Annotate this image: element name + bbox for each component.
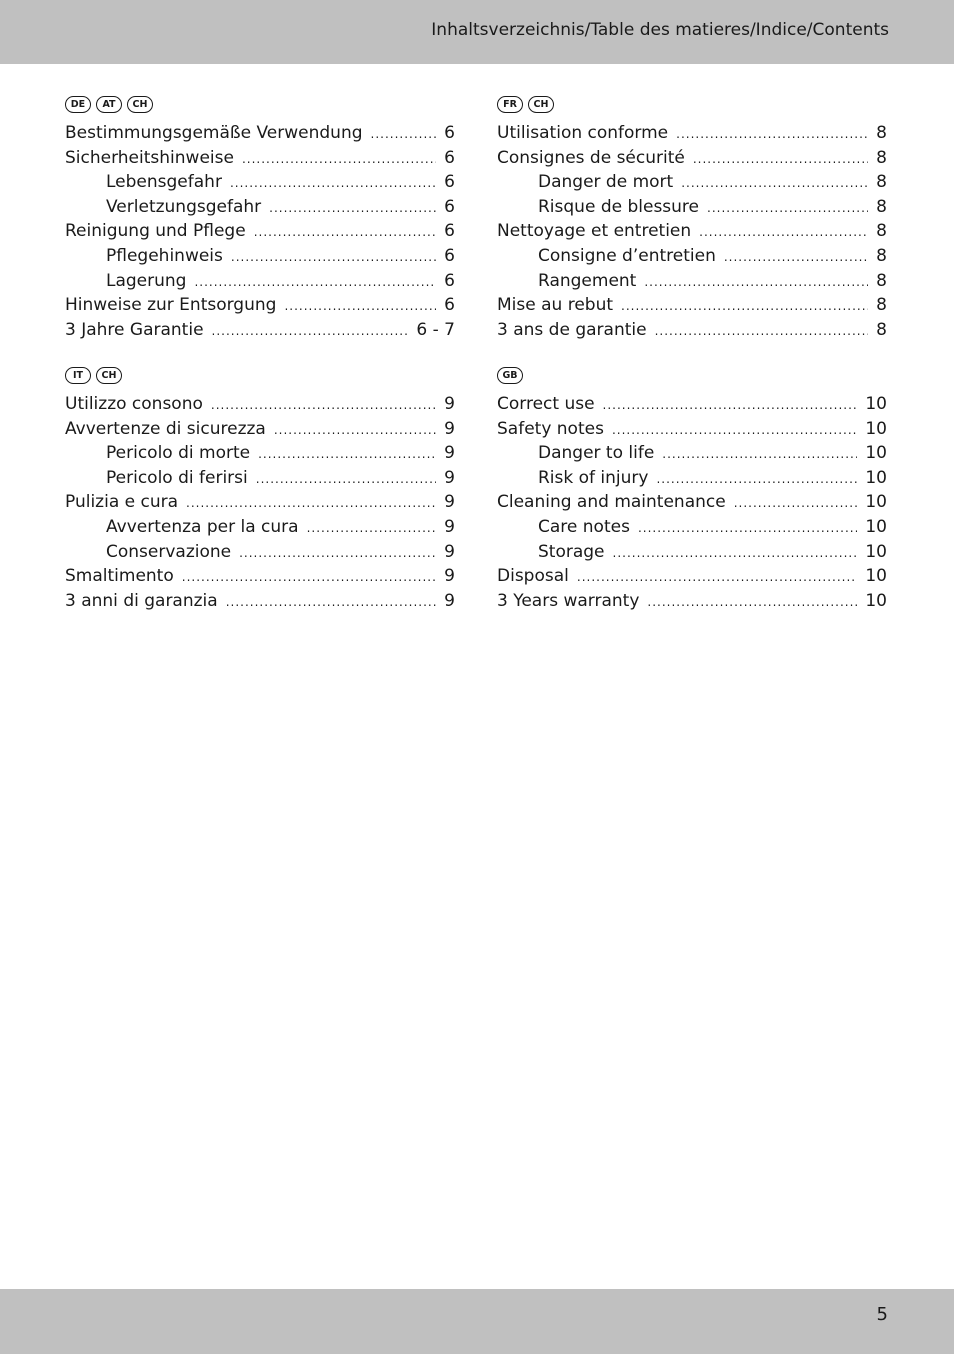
leader-dots xyxy=(256,472,436,486)
leader-dots xyxy=(211,398,436,412)
toc-entry-page: 6 xyxy=(444,123,455,143)
toc-entry[interactable] xyxy=(497,123,887,148)
toc-entry-label: Lebensgefahr xyxy=(106,172,222,193)
toc-entry-page: 10 xyxy=(865,541,887,562)
leader-dots xyxy=(612,423,857,437)
toc-entry-page: 8 xyxy=(876,196,887,217)
leader-dots xyxy=(274,423,436,437)
toc-entry-label: Nettoyage et entretien xyxy=(497,221,692,242)
country-badge-fr: FR xyxy=(497,96,523,113)
toc-entry-page: 9 xyxy=(444,566,455,587)
country-badges xyxy=(497,367,887,387)
toc-entry[interactable] xyxy=(497,492,887,517)
toc-subentry[interactable] xyxy=(65,172,455,197)
toc-entry-page: 9 xyxy=(444,394,455,414)
toc-entry-page: 6 xyxy=(444,295,455,316)
leader-dots xyxy=(284,299,436,313)
leader-dots xyxy=(724,250,868,264)
toc-section-it xyxy=(65,367,455,615)
toc-entry[interactable] xyxy=(497,320,887,345)
toc-entry[interactable] xyxy=(65,566,455,591)
leader-dots xyxy=(644,275,868,289)
toc-entry[interactable] xyxy=(497,394,887,419)
toc-entry-page: 8 xyxy=(876,270,887,291)
leader-dots xyxy=(656,472,857,486)
country-badge-ch: CH xyxy=(528,96,554,113)
leader-dots xyxy=(676,127,868,141)
country-badge-gb: GB xyxy=(497,367,523,384)
leader-dots xyxy=(258,447,436,461)
toc-entry-page: 6 xyxy=(444,196,455,217)
country-badges xyxy=(497,96,887,116)
footer-bar xyxy=(0,1289,954,1354)
leader-dots xyxy=(182,570,436,584)
toc-entry[interactable] xyxy=(65,492,455,517)
toc-entry-label: Risk of injury xyxy=(538,467,649,488)
toc-subentry[interactable] xyxy=(497,271,887,296)
toc-entry-page: 6 - 7 xyxy=(416,319,455,340)
toc-subentry[interactable] xyxy=(497,443,887,468)
country-badge-ch: CH xyxy=(96,367,122,384)
toc-entry-label: Hinweise zur Entsorgung xyxy=(65,295,277,316)
toc-entry-page: 8 xyxy=(876,147,887,168)
toc-entry-label: Rangement xyxy=(538,270,637,291)
toc-subentry[interactable] xyxy=(65,443,455,468)
toc-entry-page: 8 xyxy=(876,123,887,143)
leader-dots xyxy=(269,201,436,215)
toc-section-gb xyxy=(497,367,887,615)
toc-entry-label: 3 Years warranty xyxy=(497,590,640,611)
toc-entry-page: 6 xyxy=(444,147,455,168)
toc-entry-page: 10 xyxy=(865,566,887,587)
leader-dots xyxy=(603,398,858,412)
leader-dots xyxy=(699,225,868,239)
toc-entry[interactable] xyxy=(497,148,887,173)
leader-dots xyxy=(231,250,436,264)
page-number: 5 xyxy=(876,1304,888,1325)
toc-entry-label: 3 anni di garanzia xyxy=(65,590,218,611)
toc-entry-page: 10 xyxy=(865,590,887,611)
leader-dots xyxy=(242,152,436,166)
toc-entry-label: Reinigung und Pflege xyxy=(65,221,246,242)
leader-dots xyxy=(734,496,858,510)
toc-entry-label: Care notes xyxy=(538,516,630,537)
toc-entry-page: 9 xyxy=(444,467,455,488)
toc-entry[interactable] xyxy=(497,419,887,444)
toc-entry-label: Cleaning and maintenance xyxy=(497,492,726,513)
leader-dots xyxy=(577,570,857,584)
toc-entry-page: 6 xyxy=(444,270,455,291)
leader-dots xyxy=(638,521,857,535)
country-badges xyxy=(65,367,455,387)
leader-dots xyxy=(621,299,868,313)
toc-entry[interactable] xyxy=(65,591,455,616)
country-badge-ch: CH xyxy=(127,96,153,113)
toc-entry[interactable] xyxy=(497,221,887,246)
toc-entry-page: 6 xyxy=(444,245,455,266)
toc-entry[interactable] xyxy=(65,295,455,320)
toc-subentry[interactable] xyxy=(497,542,887,567)
toc-entry-label: Correct use xyxy=(497,394,595,414)
toc-entry-label: Utilisation conforme xyxy=(497,123,669,143)
toc-section-de xyxy=(65,96,455,344)
toc-entry-page: 9 xyxy=(444,418,455,439)
leader-dots xyxy=(239,546,436,560)
toc-entry-page: 10 xyxy=(865,516,887,537)
toc-entry-page: 10 xyxy=(865,418,887,439)
toc-entry-page: 10 xyxy=(865,467,887,488)
toc-section-fr xyxy=(497,96,887,344)
leader-dots xyxy=(307,521,437,535)
country-badge-it: IT xyxy=(65,367,91,384)
toc-entry-page: 8 xyxy=(876,221,887,242)
toc-entry-label: Avvertenza per la cura xyxy=(106,516,299,537)
leader-dots xyxy=(371,127,437,141)
toc-entry-page: 9 xyxy=(444,492,455,513)
toc-subentry[interactable] xyxy=(65,517,455,542)
leader-dots xyxy=(230,176,436,190)
toc-entry-page: 8 xyxy=(876,295,887,316)
toc-entry-page: 8 xyxy=(876,319,887,340)
leader-dots xyxy=(707,201,868,215)
toc-entry-page: 8 xyxy=(876,172,887,193)
toc-entry-page: 9 xyxy=(444,541,455,562)
toc-entry-label: Avvertenze di sicurezza xyxy=(65,418,266,439)
toc-entry[interactable] xyxy=(65,123,455,148)
country-badge-at: AT xyxy=(96,96,122,113)
toc-entry-page: 6 xyxy=(444,221,455,242)
toc-entry[interactable] xyxy=(497,566,887,591)
toc-subentry[interactable] xyxy=(497,172,887,197)
toc-subentry[interactable] xyxy=(497,517,887,542)
toc-entry[interactable] xyxy=(65,221,455,246)
leader-dots xyxy=(212,324,409,338)
toc-entry-label: Lagerung xyxy=(106,270,187,291)
toc-entry-label: Consigne d’entretien xyxy=(538,245,716,266)
toc-entry-label: Sicherheitshinweise xyxy=(65,147,234,168)
toc-entry[interactable] xyxy=(65,320,455,345)
toc-subentry[interactable] xyxy=(65,246,455,271)
toc-subentry[interactable] xyxy=(65,468,455,493)
toc-entry-label: 3 ans de garantie xyxy=(497,319,647,340)
toc-entry-label: Disposal xyxy=(497,566,569,587)
leader-dots xyxy=(662,447,857,461)
toc-entry-label: Utilizzo consono xyxy=(65,394,203,414)
toc-subentry[interactable] xyxy=(65,271,455,296)
toc-entry-label: Danger de mort xyxy=(538,172,674,193)
toc-subentry[interactable] xyxy=(497,197,887,222)
toc-entry-page: 9 xyxy=(444,516,455,537)
toc-entry-label: Pflegehinweis xyxy=(106,245,223,266)
toc-entry-page: 6 xyxy=(444,172,455,193)
toc-entry-label: Pericolo di morte xyxy=(106,443,251,464)
leader-dots xyxy=(613,546,858,560)
leader-dots xyxy=(226,595,436,609)
toc-entry-page: 9 xyxy=(444,443,455,464)
toc-subentry[interactable] xyxy=(497,246,887,271)
toc-entry-label: Mise au rebut xyxy=(497,295,614,316)
country-badge-de: DE xyxy=(65,96,91,113)
toc-entry-label: Smaltimento xyxy=(65,566,174,587)
toc-entry-page: 10 xyxy=(865,492,887,513)
toc-entry-label: Bestimmungsgemäße Verwendung xyxy=(65,123,363,143)
leader-dots xyxy=(681,176,868,190)
toc-entry[interactable] xyxy=(65,148,455,173)
toc-entry-label: 3 Jahre Garantie xyxy=(65,319,204,340)
toc-entry-label: Consignes de sécurité xyxy=(497,147,685,168)
toc-entry-label: Conservazione xyxy=(106,541,232,562)
leader-dots xyxy=(693,152,868,166)
toc-entry-page: 8 xyxy=(876,245,887,266)
toc-subentry[interactable] xyxy=(497,468,887,493)
toc-entry-label: Pulizia e cura xyxy=(65,492,179,513)
toc-entry-label: Verletzungsgefahr xyxy=(106,196,262,217)
toc-entry[interactable] xyxy=(65,419,455,444)
toc-entry-label: Safety notes xyxy=(497,418,604,439)
toc-subentry[interactable] xyxy=(65,542,455,567)
leader-dots xyxy=(254,225,436,239)
toc-entry[interactable] xyxy=(497,295,887,320)
toc-subentry[interactable] xyxy=(65,197,455,222)
toc-entry-label: Danger to life xyxy=(538,443,655,464)
toc-entry-page: 10 xyxy=(865,443,887,464)
leader-dots xyxy=(186,496,436,510)
toc-entry-page: 10 xyxy=(865,394,887,414)
toc-entry-page: 9 xyxy=(444,590,455,611)
toc-entry-label: Pericolo di ferirsi xyxy=(106,467,248,488)
toc-entry[interactable] xyxy=(65,394,455,419)
header-bar xyxy=(0,0,954,64)
leader-dots xyxy=(655,324,869,338)
leader-dots xyxy=(647,595,857,609)
toc-entry-label: Storage xyxy=(538,541,605,562)
leader-dots xyxy=(194,275,436,289)
page-title: Inhaltsverzeichnis/Table des matieres/Indice/Contents xyxy=(431,20,889,40)
toc-entry[interactable] xyxy=(497,591,887,616)
country-badges xyxy=(65,96,455,116)
toc-entry-label: Risque de blessure xyxy=(538,196,700,217)
